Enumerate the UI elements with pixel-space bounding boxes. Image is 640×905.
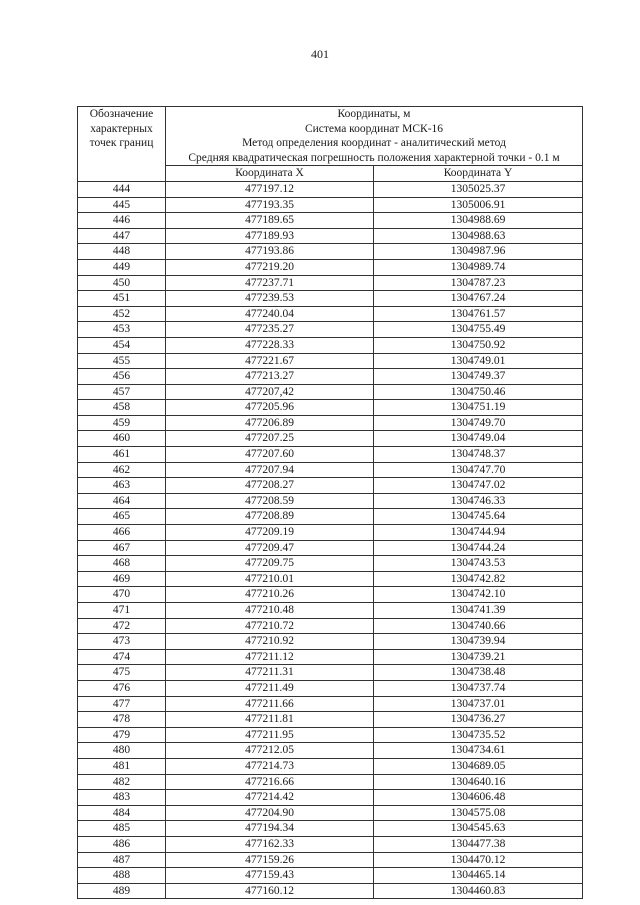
coord-y-cell: 1304606.48 xyxy=(374,790,583,806)
table-row xyxy=(78,447,583,463)
point-id-cell: 486 xyxy=(78,836,166,852)
coordinates-table xyxy=(77,106,583,899)
coord-x-cell: 477159.43 xyxy=(166,868,374,884)
point-id-cell: 488 xyxy=(78,868,166,884)
table-row xyxy=(78,836,583,852)
point-id-cell: 455 xyxy=(78,353,166,369)
table-row xyxy=(78,883,583,899)
coord-x-cell: 477197.12 xyxy=(166,181,374,197)
table-row xyxy=(78,618,583,634)
point-id-cell: 481 xyxy=(78,758,166,774)
coord-y-cell: 1304747.70 xyxy=(374,462,583,478)
coord-y-cell: 1304735.52 xyxy=(374,727,583,743)
point-id-cell: 477 xyxy=(78,696,166,712)
coord-y-cell: 1304575.08 xyxy=(374,805,583,821)
table-row xyxy=(78,712,583,728)
coord-x-cell: 477212.05 xyxy=(166,743,374,759)
coord-x-cell: 477210.26 xyxy=(166,587,374,603)
point-id-cell: 489 xyxy=(78,883,166,899)
coord-y-cell: 1304689.05 xyxy=(374,758,583,774)
coord-x-cell: 477207.94 xyxy=(166,462,374,478)
coord-y-cell: 1304987.96 xyxy=(374,244,583,260)
point-id-cell: 467 xyxy=(78,540,166,556)
table-row xyxy=(78,603,583,619)
coord-y-cell: 1304736.27 xyxy=(374,712,583,728)
coord-x-cell: 477206.89 xyxy=(166,415,374,431)
coord-x-cell: 477207,42 xyxy=(166,384,374,400)
coord-y-cell: 1304741.39 xyxy=(374,603,583,619)
point-id-cell: 476 xyxy=(78,680,166,696)
coord-x-cell: 477160.12 xyxy=(166,883,374,899)
coord-y-cell: 1304739.94 xyxy=(374,634,583,650)
coord-x-cell: 477237.71 xyxy=(166,275,374,291)
coord-x-cell: 477210.48 xyxy=(166,603,374,619)
table-row xyxy=(78,213,583,229)
header-left-line: точек границ xyxy=(89,137,154,150)
table-row xyxy=(78,649,583,665)
coord-x-cell: 477213.27 xyxy=(166,369,374,385)
coord-x-cell: 477209.19 xyxy=(166,525,374,541)
header-row xyxy=(78,107,583,166)
coord-y-cell: 1304744.94 xyxy=(374,525,583,541)
point-id-cell: 453 xyxy=(78,322,166,338)
coord-x-cell: 477193.86 xyxy=(166,244,374,260)
point-id-cell: 459 xyxy=(78,415,166,431)
coord-x-cell: 477189.93 xyxy=(166,228,374,244)
coord-y-cell: 1304988.63 xyxy=(374,228,583,244)
point-id-cell: 449 xyxy=(78,259,166,275)
page-number: 401 xyxy=(311,47,329,61)
coord-y-cell: 1304767.24 xyxy=(374,291,583,307)
table-row xyxy=(78,415,583,431)
table-row xyxy=(78,571,583,587)
table-row xyxy=(78,462,583,478)
coord-x-cell: 477219.20 xyxy=(166,259,374,275)
coord-y-cell: 1304750.92 xyxy=(374,337,583,353)
table-row xyxy=(78,727,583,743)
coord-y-cell: 1304988.69 xyxy=(374,213,583,229)
point-id-cell: 485 xyxy=(78,821,166,837)
coord-y-cell: 1304745.64 xyxy=(374,509,583,525)
table-row xyxy=(78,400,583,416)
table-row xyxy=(78,743,583,759)
coord-y-cell: 1304749.37 xyxy=(374,369,583,385)
point-id-cell: 483 xyxy=(78,790,166,806)
point-id-cell: 472 xyxy=(78,618,166,634)
point-id-cell: 487 xyxy=(78,852,166,868)
table-row xyxy=(78,634,583,650)
point-id-cell: 482 xyxy=(78,774,166,790)
coord-x-cell: 477214.42 xyxy=(166,790,374,806)
point-id-cell: 475 xyxy=(78,665,166,681)
coord-x-cell: 477214.73 xyxy=(166,758,374,774)
coord-y-cell: 1304746.33 xyxy=(374,493,583,509)
point-id-cell: 446 xyxy=(78,213,166,229)
point-id-cell: 464 xyxy=(78,493,166,509)
coord-x-cell: 477205.96 xyxy=(166,400,374,416)
point-id-cell: 478 xyxy=(78,712,166,728)
point-id-cell: 463 xyxy=(78,478,166,494)
coord-y-cell: 1304737.74 xyxy=(374,680,583,696)
coord-x-cell: 477209.75 xyxy=(166,556,374,572)
point-id-cell: 454 xyxy=(78,337,166,353)
coord-y-cell: 1304744.24 xyxy=(374,540,583,556)
table-row xyxy=(78,852,583,868)
coord-x-cell: 477211.95 xyxy=(166,727,374,743)
table-row xyxy=(78,353,583,369)
coord-y-cell: 1304470.12 xyxy=(374,852,583,868)
point-id-cell: 444 xyxy=(78,181,166,197)
coord-x-cell: 477211.81 xyxy=(166,712,374,728)
coord-y-cell: 1304545.63 xyxy=(374,821,583,837)
coord-x-cell: 477194.34 xyxy=(166,821,374,837)
point-id-cell: 480 xyxy=(78,743,166,759)
coord-x-cell: 477207.25 xyxy=(166,431,374,447)
table-row xyxy=(78,540,583,556)
coord-y-cell: 1304747.02 xyxy=(374,478,583,494)
coord-y-cell: 1304460.83 xyxy=(374,883,583,899)
coord-y-cell: 1304787.23 xyxy=(374,275,583,291)
coord-x-cell: 477210.92 xyxy=(166,634,374,650)
header-right-line: Метод определения координат - аналитический метод xyxy=(242,137,506,150)
point-id-cell: 462 xyxy=(78,462,166,478)
point-id-cell: 450 xyxy=(78,275,166,291)
coord-y-cell: 1304737.01 xyxy=(374,696,583,712)
point-id-cell: 469 xyxy=(78,571,166,587)
coord-y-cell: 1304742.10 xyxy=(374,587,583,603)
point-designation-header xyxy=(78,107,166,182)
point-id-cell: 457 xyxy=(78,384,166,400)
coord-y-cell: 1304749.01 xyxy=(374,353,583,369)
table-row xyxy=(78,556,583,572)
table-row xyxy=(78,680,583,696)
header-right-line: Средняя квадратическая погрешность положения характерной точки - 0.1 м xyxy=(188,151,560,164)
table-row xyxy=(78,197,583,213)
table-row xyxy=(78,431,583,447)
coord-x-cell: 477210.72 xyxy=(166,618,374,634)
point-id-cell: 484 xyxy=(78,805,166,821)
table-row xyxy=(78,758,583,774)
coord-y-cell: 1304751.19 xyxy=(374,400,583,416)
coord-x-cell: 477221.67 xyxy=(166,353,374,369)
point-id-cell: 452 xyxy=(78,306,166,322)
coord-x-cell: 477239.53 xyxy=(166,291,374,307)
coord-x-cell: 477211.66 xyxy=(166,696,374,712)
table-row xyxy=(78,306,583,322)
table-row xyxy=(78,509,583,525)
table-row xyxy=(78,665,583,681)
table-row xyxy=(78,244,583,260)
table-row xyxy=(78,478,583,494)
point-id-cell: 461 xyxy=(78,447,166,463)
point-id-cell: 451 xyxy=(78,291,166,307)
coord-y-cell: 1304748.37 xyxy=(374,447,583,463)
coord-y-cell: 1305006.91 xyxy=(374,197,583,213)
table-row xyxy=(78,525,583,541)
coord-x-cell: 477208.27 xyxy=(166,478,374,494)
table-row xyxy=(78,322,583,338)
coord-y-cell: 1304989.74 xyxy=(374,259,583,275)
coord-y-cell: 1304738.48 xyxy=(374,665,583,681)
coord-x-cell: 477211.31 xyxy=(166,665,374,681)
table-row xyxy=(78,493,583,509)
coord-x-cell: 477211.12 xyxy=(166,649,374,665)
table-row xyxy=(78,369,583,385)
point-id-cell: 465 xyxy=(78,509,166,525)
header-left-line: характерных xyxy=(90,122,153,135)
point-id-cell: 471 xyxy=(78,603,166,619)
table-body xyxy=(78,181,583,898)
coord-y-cell: 1304739.21 xyxy=(374,649,583,665)
coord-x-cell: 477210.01 xyxy=(166,571,374,587)
coord-x-cell: 477189.65 xyxy=(166,213,374,229)
coord-x-cell: 477162.33 xyxy=(166,836,374,852)
coord-y-cell: 1304749.04 xyxy=(374,431,583,447)
coord-y-cell: 1304465.14 xyxy=(374,868,583,884)
table-row xyxy=(78,259,583,275)
point-id-cell: 468 xyxy=(78,556,166,572)
coord-x-cell: 477228.33 xyxy=(166,337,374,353)
table-row xyxy=(78,790,583,806)
table-row xyxy=(78,821,583,837)
coord-y-cell: 1304761.57 xyxy=(374,306,583,322)
table-row xyxy=(78,384,583,400)
table-row xyxy=(78,181,583,197)
header-right-line: Координаты, м xyxy=(337,108,411,120)
table-row xyxy=(78,337,583,353)
point-id-cell: 448 xyxy=(78,244,166,260)
table-row xyxy=(78,291,583,307)
coord-x-cell: 477209.47 xyxy=(166,540,374,556)
table-row xyxy=(78,587,583,603)
table-row xyxy=(78,696,583,712)
table-row xyxy=(78,805,583,821)
coordinates-header xyxy=(166,107,583,166)
coord-y-cell: 1304743.53 xyxy=(374,556,583,572)
point-id-cell: 479 xyxy=(78,727,166,743)
coord-x-cell: 477211.49 xyxy=(166,680,374,696)
point-id-cell: 460 xyxy=(78,431,166,447)
point-id-cell: 474 xyxy=(78,649,166,665)
header-right-line: Система координат МСК-16 xyxy=(304,122,444,135)
coord-x-cell: 477204.90 xyxy=(166,805,374,821)
coord-x-cell: 477235.27 xyxy=(166,322,374,338)
point-id-cell: 470 xyxy=(78,587,166,603)
coord-y-cell: 1304734.61 xyxy=(374,743,583,759)
point-id-cell: 456 xyxy=(78,369,166,385)
coord-x-cell: 477208.89 xyxy=(166,509,374,525)
coord-y-cell: 1304640.16 xyxy=(374,774,583,790)
coord-y-cell: 1305025.37 xyxy=(374,181,583,197)
table-row xyxy=(78,228,583,244)
table-row xyxy=(78,774,583,790)
point-id-cell: 473 xyxy=(78,634,166,650)
coord-x-cell: 477208.59 xyxy=(166,493,374,509)
coord-x-cell: 477207.60 xyxy=(166,447,374,463)
coord-x-cell: 477193.35 xyxy=(166,197,374,213)
coord-y-cell: 1304742.82 xyxy=(374,571,583,587)
table-row xyxy=(78,868,583,884)
col-x-header: Координата X xyxy=(166,166,374,182)
header-left-line: Обозначение xyxy=(89,108,154,120)
point-id-cell: 445 xyxy=(78,197,166,213)
coord-y-cell: 1304750.46 xyxy=(374,384,583,400)
coord-y-cell: 1304740.66 xyxy=(374,618,583,634)
coord-y-cell: 1304749.70 xyxy=(374,415,583,431)
coord-y-cell: 1304755.49 xyxy=(374,322,583,338)
coord-y-cell: 1304477.38 xyxy=(374,836,583,852)
point-id-cell: 447 xyxy=(78,228,166,244)
point-id-cell: 458 xyxy=(78,400,166,416)
col-y-header: Координата Y xyxy=(374,166,583,182)
coord-x-cell: 477240.04 xyxy=(166,306,374,322)
point-id-cell: 466 xyxy=(78,525,166,541)
coord-x-cell: 477159.26 xyxy=(166,852,374,868)
coord-x-cell: 477216.66 xyxy=(166,774,374,790)
table-row xyxy=(78,275,583,291)
